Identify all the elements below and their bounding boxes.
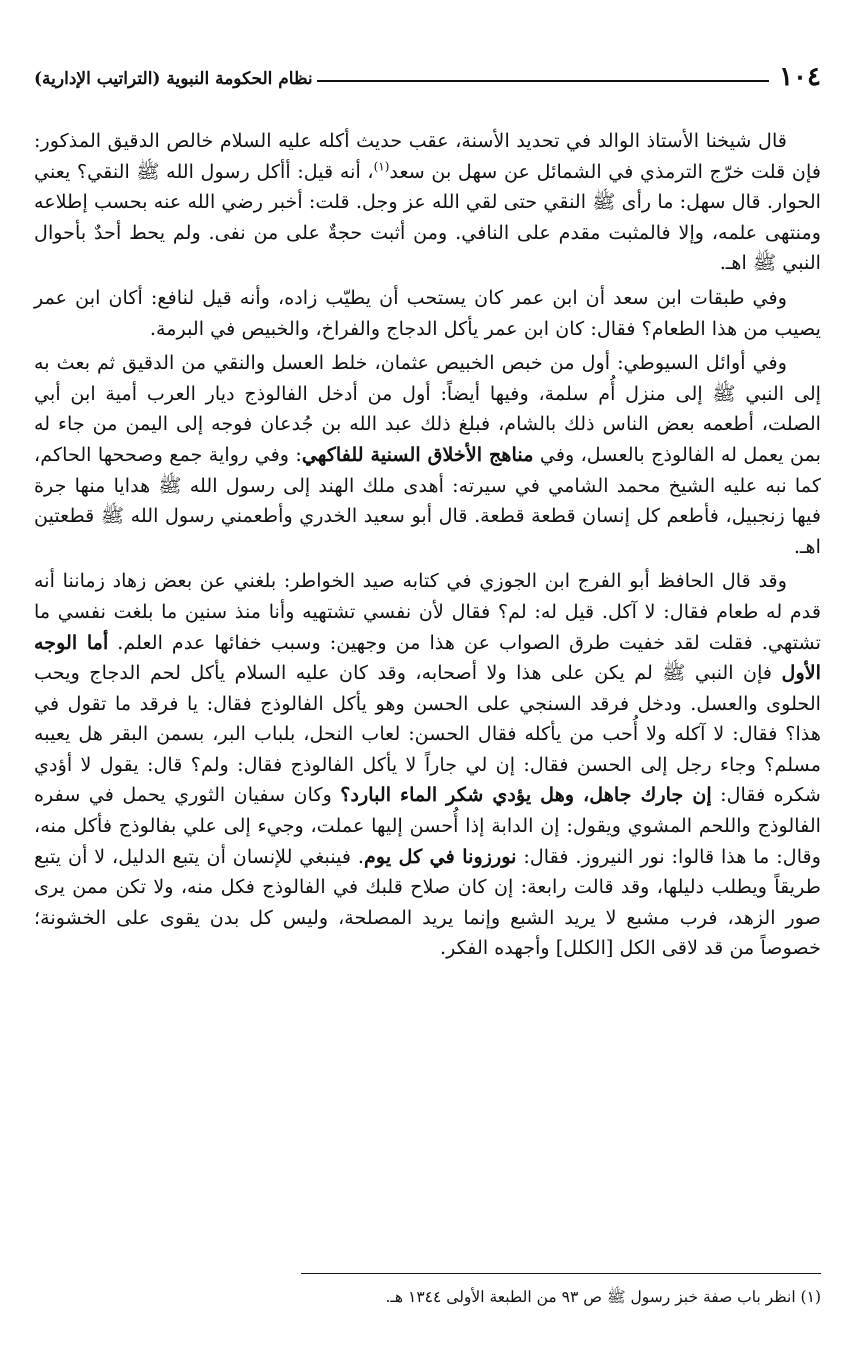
footnote: (١) انظر باب صفة خبز رسول ﷺ ص ٩٣ من الطبعة الأولى ١٣٤٤ هـ. [385,1288,821,1306]
paragraph-1 [34,126,821,279]
text-line: ومن أثبت حجةٌ على من نفى. ولم يحط أحدٌ بأحوال النبي ﷺ اهـ. [34,220,821,275]
text-run: وقد قال الحافظ أبو الفرج ابن الجوزي في كتابه صيد الخواطر: بلغني عن بعض زهاد زماننا أنه قدم له طعام فقال: لا آكل. قيل له: لم؟ فقال لأن نفسي تشتهيه وأنا منذ سنين ما بلغت نفسي ما تشتهي. فقلت لقد خفيت طرق الصواب عن هذا من وجهين: وسبب خفائها عدم العلم. [34,569,821,654]
footnote-rule [301,1273,821,1274]
bold-book-title: مناهج الأخلاق السنية للفاكهي [301,442,534,466]
text-run: فإن النبي ﷺ لم يكن على هذا ولا أصحابه، وقد كان عليه السلام يأكل لحم الدجاج ويحب الحلوى والعسل. ودخل فرقد السنجي على الحسن وهو يأكل الفالوذج فقال: يا فرقد ما تقول في هذا؟ فقال: لا آكله ولا أُحب من يأكله فقال الحسن: لعاب النحل، بلباب البر، بسمن البقر هل يعيبه مسلم؟ وجاء رجل إلى الحسن فقال: إن لي جاراً لا يأكل الفالوذج فقال: ولم؟ قال: يقول لا أؤدي شكره فقال: [34,661,821,807]
paragraph-4 [34,566,821,964]
text-run: وكان سفيان الثوري يحمل في سفره الفالوذج واللحم المشوي ويقول: إن الدابة إذا أُحسن إليها عملت، وجيء إلى علي بفالوذج فأكل منه، وقال: ما هذا قالوا: نور النيروز. فقال: [34,783,821,868]
bold-phrase: أما الوجه الأول [34,630,821,685]
bold-phrase: نورزونا في كل يوم [364,844,517,868]
document-page [34,0,821,1368]
text-line: الدقيق المذكور: فإن قلت خرّج الترمذي في الشمائل عن سهل بن سعد [34,129,822,183]
bold-phrase: إن جارك جاهل، وهل يؤدي شكر الماء البارد؟ [340,783,712,807]
text-run: . فينبغي للإنسان أن يتبع الدليل، لا أن يتبع طريقاً ويطلب دليلها، وقد قالت رابعة: إن كان صلاح قلبك في الفالوذج فكل منه، ولا تكن ممن يرى صور الزهد، فرب مشبع لا يريد الشبع وإنما يريد المصلحة، وليس كل بدن يقوى على الخشونة؛ خصوصاً من قد لاقى الكل [الكلل] وأجهده الفكر. [34,844,821,960]
running-title: نظام الحكومة النبوية (التراتيب الإدارية) [34,69,313,89]
body-text [34,126,821,968]
text-run: وفي أوائل السيوطي: أول من خبص الخبيص عثمان، خلط العسل والنقي من الدقيق ثم بعث به إلى النبي ﷺ إلى منزل أُم سلمة، وفيها أيضاً: أول من أدخل الفالوذج ديار العرب أمية ابن أبي الصلت، أطعمه بعض الناس ذلك بالشام، فبلغ ذلك عبد الله بن جُدعان فوجه إلى اليمن من جاء له بمن يعمل له الفالوذج بالعسل، وفي [34,351,821,466]
text-line: ، أنه قيل: أأكل [256,159,374,183]
page-number: ١٠٤ [779,62,821,92]
text-run: : وفي رواية جمع وصححها الحاكم، كما نبه عليه الشيخ محمد الشامي في سيرته: أهدى ملك الهند إلى رسول الله ﷺ هدايا منها جرة فيها زنجبيل، فأطعم كل إنسان قطعة قطعة. قال أبو سعيد الخدري وأطعمني رسول الله ﷺ قطعتين اهـ. [34,442,821,558]
text-line: قلت: أخبر رضي الله عنه بحسب إطلاعه ومنتهى علمه، وإلا فالمثبت مقدم على النافي. [34,190,822,244]
running-header [34,50,821,90]
paragraph-2: وفي طبقات ابن سعد أن ابن عمر كان يستحب أن يطيّب زاده، وأنه قيل لنافع: أكان ابن عمر يصيب من هذا الطعام؟ فقال: كان ابن عمر يأكل الدجاج والفراخ، والخبيص في البرمة. [34,285,821,340]
text-line: رسول الله ﷺ النقي؟ يعني الحوار. قال سهل: ما رأى ﷺ النقي حتى لقي الله عز وجل. [34,159,821,214]
text-line: قال شيخنا الأستاذ الوالد في تحديد الأسنة، عقب حديث أكله عليه السلام خالص [166,129,787,152]
paragraph-3 [34,348,821,562]
footnote-reference[interactable]: (١) [373,159,390,174]
header-rule [317,80,769,82]
